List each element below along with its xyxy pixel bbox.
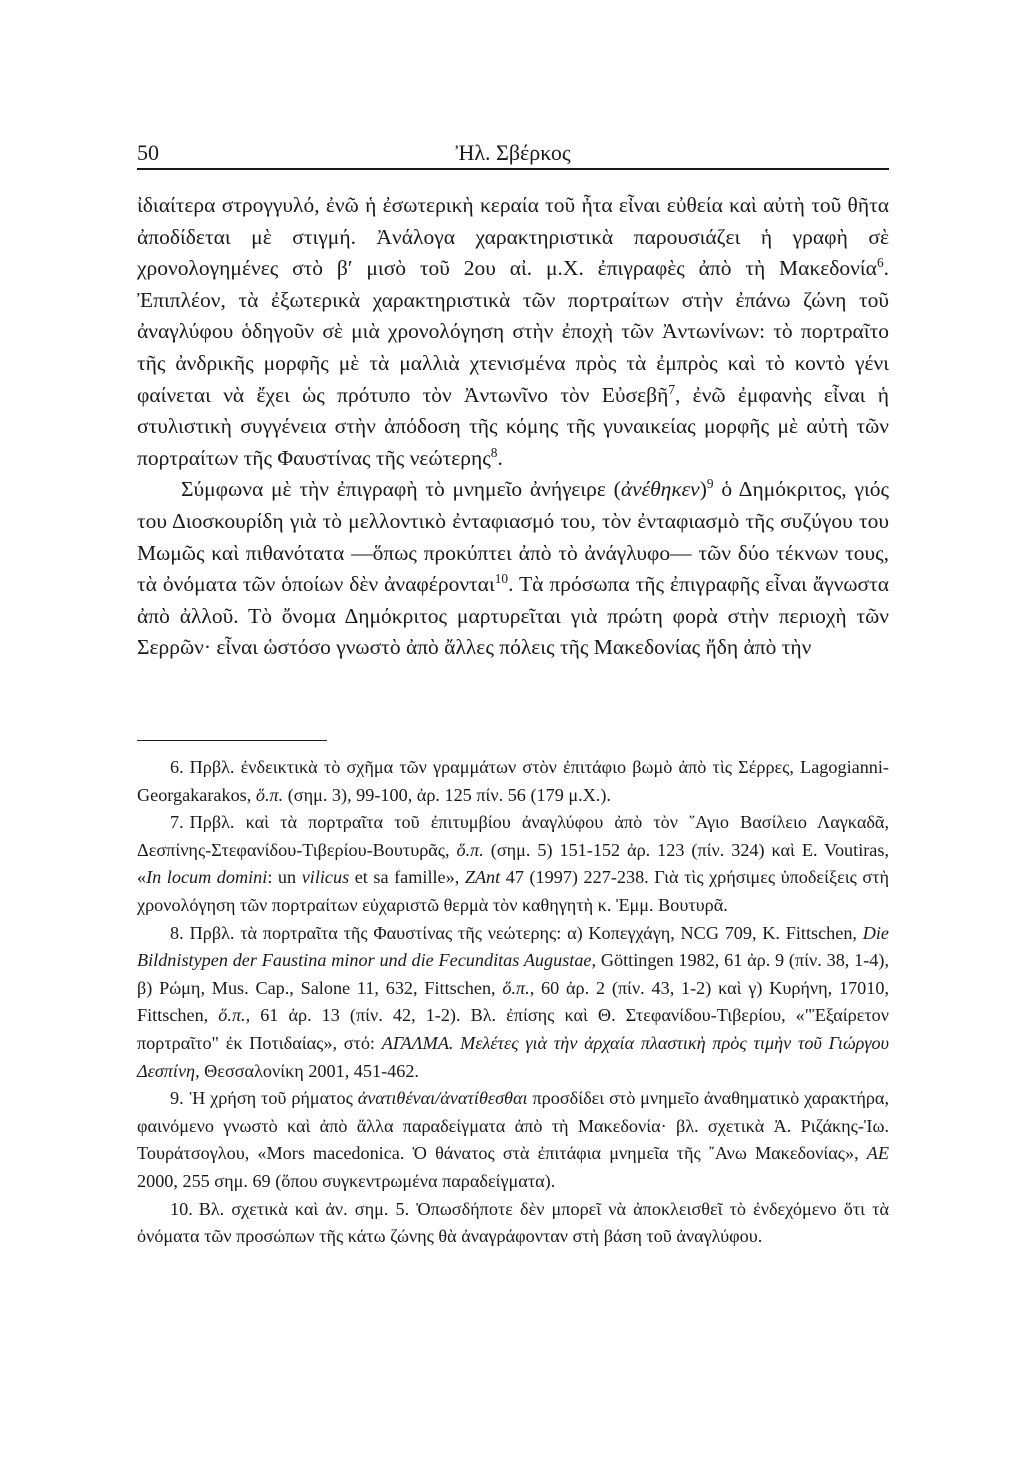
footnote-ref: 10 [494, 570, 509, 586]
footnote-number: 10. [170, 1198, 193, 1219]
text-run: . Τὰ πρόσωπα τῆς ἐπιγραφῆς εἶναι ἄγνωστα ἀπὸ ἀλλοῦ. Τὸ ὄνομα Δημόκριτος μαρτυρεῖται γιὰ πρώτη φορὰ στὴν περιοχὴ τῶν Σερρῶν· εἶναι ὡστόσο γνωστὸ ἀπὸ ἄλλες πόλεις τῆς Μακεδονίας ἤδη ἀπὸ τὴν [137, 572, 889, 660]
footnote-ref: 7 [668, 381, 675, 397]
italic-term: ΑΓΑΛΜΑ. Μελέτες γιὰ τὴν ἀρχαία πλαστικὴ πρὸς τιμὴν τοῦ Γιώργου Δεσπίνη, [137, 1032, 890, 1081]
footnote-ref: 8 [490, 444, 498, 460]
text-run: Θεσσαλονίκη 2001, 451-462. [199, 1060, 419, 1081]
text-run: 60 ἀρ. 2 (πίν. 43, 1-2) καὶ γ) Κυρήνη, 17010, Fittschen, [137, 977, 890, 1026]
text-run: Πρβλ. καὶ τὰ πορτραῖτα τοῦ ἐπιτυμβίου ἀναγλύφου ἀπὸ τὸν ῞Αγιο Βασίλειο Λαγκαδᾶ, Δεσπίνης-Στεφανίδου-Τιβερίου-Βουτυρᾶς, [137, 812, 889, 860]
page [137, 128, 890, 1247]
text-run: ἰδιαίτερα στρογγυλό, ἐνῶ ἡ ἐσωτερικὴ κεραία τοῦ ἦτα εἶναι εὐθεία καὶ αὐτὴ τοῦ θῆτα ἀποδίδεται μὲ στιγμή. Ἀνάλογα χαρακτηριστικὰ παρουσιάζει ἡ γραφὴ σὲ χρονολογημένες στὸ β′ μισὸ τοῦ 2ου αἰ. μ.Χ. ἐπιγραφὲς ἀπὸ τὴ Μακεδονία [137, 193, 889, 281]
footnote-7 [137, 809, 889, 919]
italic-term: In locum domini [146, 867, 268, 888]
text-run: . [497, 445, 503, 470]
text-run: , ἐνῶ ἐμφανὴς εἶναι ἡ στυλιστικὴ συγγένεια στὴν ἀπόδοση τῆς κόμης τῆς γυναικείας μορφῆς μὲ αὐτὴ τῶν πορτραίτων τῆς Φαυστίνας τῆς νεώτερης [137, 382, 889, 470]
text-run: et sa famille», [349, 867, 465, 888]
footnote-number: 7. [170, 812, 184, 833]
italic-term: ὅ.π. [255, 784, 284, 805]
footnote-10 [137, 1196, 889, 1251]
text-run: 2000, 255 σημ. 69 (ὅπου συγκεντρωμένα παραδείγματα). [137, 1170, 556, 1191]
footnote-ref: 6 [876, 254, 884, 270]
text-run: ὁ Δημόκριτος, γιός του Διοσκουρίδη γιὰ τὸ μελλοντικὸ ἐνταφιασμό του, τὸν ἐνταφιασμὸ τῆς συζύγου του Μωμῶς καὶ πιθανότατα —ὅπως προκύπτει ἀπὸ τὸ ἀνάγλυφο— τῶν δύο τέκνων τους, τὰ ὀνόματα τῶν ὁποίων δὲν ἀναφέρονται [137, 477, 889, 597]
footnote-ref: 9 [706, 476, 714, 492]
page-header [137, 128, 889, 170]
text-run: (σημ. 5) 151-152 ἀρ. 123 (πίν. 324) καὶ E. Voutiras, « [137, 839, 890, 888]
footnote-number: 8. [170, 922, 184, 943]
footnote-divider [137, 740, 327, 741]
text-run: Ἡ χρήση τοῦ ρήματος [189, 1088, 358, 1109]
footnote-number: 6. [170, 757, 184, 777]
paragraph [137, 474, 889, 664]
italic-term: ἀνέθηκεν [620, 477, 700, 502]
paragraph [137, 190, 889, 474]
text-run: . Ἐπιπλέον, τὰ ἐξωτερικὰ χαρακτηριστικὰ τῶν πορτραίτων στὴν ἐπάνω ζώνη τοῦ ἀναγλύφου ὁδηγοῦν σὲ μιὰ χρονολόγηση στὴν ἐποχὴ τῶν Ἀντωνίνων: τὸ πορτραῖτο τῆς ἀνδρικῆς μορφῆς μὲ τὰ μαλλιὰ χτενισμένα πρὸς τὰ ἐμπρὸς καὶ τὸ κοντὸ γένι φαίνεται νὰ ἔχει ὡς πρότυπο τὸν Ἀντωνῖνο τὸν Εὐσεβῆ [137, 256, 889, 407]
footnote-8 [137, 920, 889, 1086]
italic-term: ZAnt [464, 867, 501, 888]
italic-term: ὅ.π., [502, 977, 535, 998]
text-run: Πρβλ. τὰ πορτραῖτα τῆς Φαυστίνας τῆς νεώτερης: α) Κοπεγχάγη, NCG 709, K. Fittschen, [189, 922, 863, 943]
italic-term: ἀνατιθέναι/ἀνατίθεσθαι [357, 1088, 528, 1109]
italic-term: ὅ.π., [218, 1005, 251, 1026]
text-run: προσδίδει στὸ μνημεῖο ἀναθηματικὸ χαρακτήρα, φαινόμενο γνωστὸ καὶ ἀπὸ ἄλλα παραδείγματα ἀπὸ τὴ Μακεδονία· βλ. σχετικὰ Ἀ. Ριζάκης-Ἰω. Τουράτσογλου, «Mors macedonica. Ὁ θάνατος στὰ ἐπιτάφια μνημεῖα τῆς ῎Ανω Μακεδονίας», [137, 1088, 889, 1164]
italic-term: vilicus [301, 867, 350, 888]
running-head: Ἠλ. Σβέρκος [455, 140, 571, 165]
text-run: Πρβλ. ἐνδεικτικὰ τὸ σχῆμα τῶν γραμμάτων στὸν ἐπιτάφιο βωμὸ ἀπὸ τὶς Σέρρες, Lagogianni-Georgakarakos, [137, 757, 889, 805]
footnotes [137, 754, 889, 1251]
text-run: : un [267, 867, 302, 888]
main-text [137, 190, 889, 664]
text-run: Βλ. σχετικὰ καὶ ἀν. σημ. 5. Ὁπωσδήποτε δὲν μπορεῖ νὰ ἀποκλεισθεῖ τὸ ἐνδεχόμενο ὅτι τὰ ὀνόματα τῶν προσώπων τῆς κάτω ζώνης θὰ ἀναγράφονταν στὴ βάση τοῦ ἀναγλύφου. [137, 1198, 889, 1247]
footnote-9 [137, 1085, 889, 1195]
text-run: (σημ. 3), 99-100, ἀρ. 125 πίν. 56 (179 μ.Χ.). [283, 784, 611, 805]
text-run: 61 ἀρ. 13 (πίν. 42, 1-2). Βλ. ἐπίσης καὶ Θ. Στεφανίδου-Τιβερίου, «"Ἐξαίρετον πορτραῖτο" ἐκ Ποτιδαίας», στό: [137, 1005, 889, 1053]
italic-term: ὅ.π. [456, 839, 484, 860]
italic-term: ΑΕ [866, 1143, 889, 1164]
text-run: Σύμφωνα μὲ τὴν ἐπιγραφὴ τὸ μνημεῖο ἀνήγειρε ( [181, 477, 621, 502]
text-run: ) [699, 477, 707, 502]
footnote-6 [137, 754, 889, 809]
italic-term: Die Bildnistypen der Faustina minor und die Fecunditas Augustae, [137, 922, 889, 971]
page-number: 50 [137, 140, 159, 165]
text-run: Göttingen 1982, 61 ἀρ. 9 (πίν. 38, 1-4), β) Ρώμη, Mus. Cap., Salone 11, 632, Fittschen, [137, 950, 889, 998]
footnote-number: 9. [170, 1088, 184, 1109]
text-run: 47 (1997) 227-238. Γιὰ τὶς χρήσιμες ὑποδείξεις στὴ χρονολόγηση τῶν πορτραίτων εὐχαριστῶ θερμὰ τὸν καθηγητὴ κ. Ἐμμ. Βουτυρᾶ. [137, 867, 889, 915]
